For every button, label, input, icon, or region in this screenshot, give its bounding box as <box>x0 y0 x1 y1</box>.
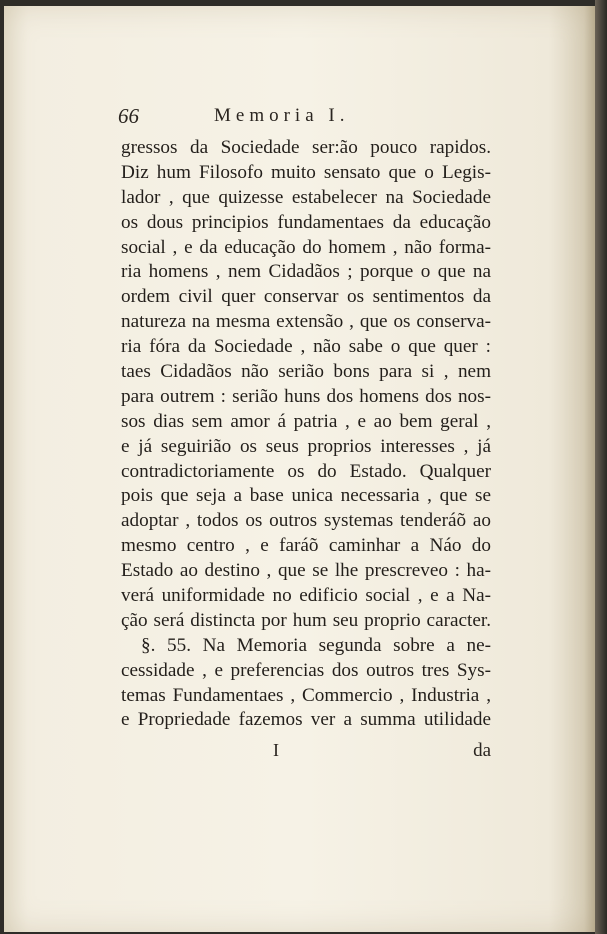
text-line: verá uniformidade no edificio social , e a Na- <box>121 585 491 607</box>
page-sheet <box>4 6 596 932</box>
text-line: contradictoriamente os do Estado. Qualquer <box>121 460 491 482</box>
text-line: social , e da educação do homem , não forma- <box>121 236 491 258</box>
text-line: mesmo centro , e faráõ caminhar a Náo do <box>121 535 491 557</box>
signature-mark: I <box>273 740 279 760</box>
text-line: gressos da Sociedade ser:ão pouco rapidos. <box>121 137 491 158</box>
text-line: e Propriedade fazemos ver a summa utilidade <box>121 709 491 731</box>
text-line: lador , que quizesse estabelecer na Sociedade <box>121 186 491 208</box>
page-number: 66 <box>118 104 139 128</box>
page-footer <box>121 739 491 765</box>
book-edge <box>595 0 607 934</box>
text-line: temas Fundamentaes , Commercio , Industria , <box>121 684 491 706</box>
text-line: ção será distincta por hum seu proprio caracter. <box>121 609 491 631</box>
text-line: sos dias sem amor á patria , e ao bem geral , <box>121 410 491 432</box>
body-text <box>121 136 491 733</box>
text-line: ria homens , nem Cidadãos ; porque o que na <box>121 261 491 283</box>
text-line: pois que seja a base unica necessaria , que se <box>121 485 491 507</box>
page-header <box>118 104 498 134</box>
running-title: Memoria I. <box>214 105 350 126</box>
text-line: os dous principios fundamentaes da educação <box>121 211 491 233</box>
text-line: Estado ao destino , que se lhe prescreveo : ha- <box>121 560 491 582</box>
catchword: da <box>473 740 491 761</box>
text-line: adoptar , todos os outros systemas tenderáõ ao <box>121 510 491 532</box>
section-heading-line: §. 55. Na Memoria segunda sobre a ne- <box>141 634 491 656</box>
text-line: para outrem : serião huns dos homens dos nos- <box>121 385 491 407</box>
text-line: cessidade , e preferencias dos outros tres Sys- <box>121 659 491 681</box>
text-line: taes Cidadãos não serião bons para si , nem <box>121 361 491 383</box>
text-line: ria fóra da Sociedade , não sabe o que quer : <box>121 336 491 358</box>
text-line: natureza na mesma extensão , que os conserva- <box>121 311 491 333</box>
text-line: e já seguirião os seus proprios interesses , já <box>121 435 491 457</box>
text-line: Diz hum Filosofo muito sensato que o Legis- <box>121 161 491 183</box>
text-line: ordem civil quer conservar os sentimentos da <box>121 286 491 308</box>
